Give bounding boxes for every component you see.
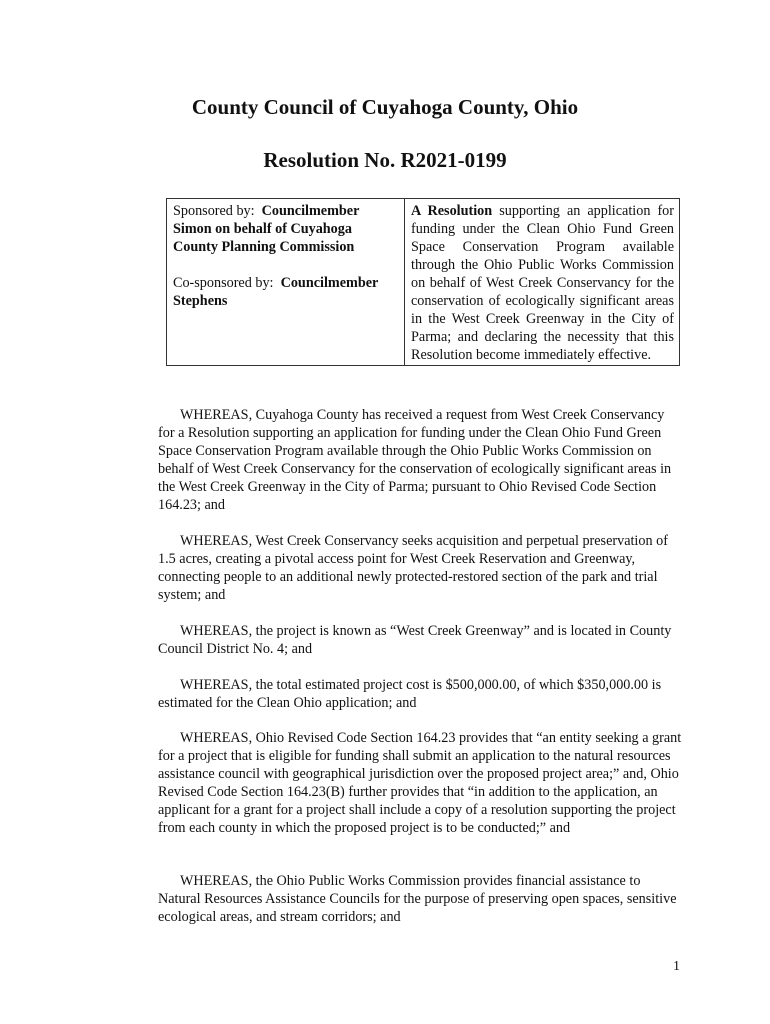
- whereas-paragraph: WHEREAS, the project is known as “West Creek Greenway” and is located in County Council District No. 4; and: [158, 623, 672, 657]
- cosponsored-by-label: Co-sponsored by:: [173, 275, 274, 291]
- council-title: County Council of Cuyahoga County, Ohio: [191, 95, 579, 119]
- sponsor-table: [166, 198, 680, 366]
- page-number: 1: [673, 959, 680, 974]
- whereas-paragraph: WHEREAS, Cuyahoga County has received a request from West Creek Conservancy for a Resolution supporting an application for funding under the Clean Ohio Fund Green Space Conservation Program available through the Ohio Public Works Commission on behalf of West Creek Conservancy for the conservation of ecologically significant areas in the West Creek Greenway in the City of Parma; pursuant to Ohio Revised Code Section 164.23; and: [158, 407, 672, 513]
- whereas-paragraph: WHEREAS, Ohio Revised Code Section 164.23 provides that “an entity seeking a grant for a project that is eligible for funding shall submit an application to the natural resources assistance council with geographical jurisdiction over the proposed project area;” and, Ohio Revised Code Section 164.23(B) further provides that “in addition to the application, an applicant for a grant for a project shall include a copy of a resolution supporting the project from each county in which the proposed project is to be conducted;” and: [158, 730, 682, 836]
- whereas-paragraph: WHEREAS, West Creek Conservancy seeks acquisition and perpetual preservation of 1.5 acres, creating a pivotal access point for West Creek Reservation and Greenway, connecting people to an additional newly protected-restored section of the park and trial system; and: [158, 533, 668, 603]
- resolution-lead: A Resolution: [411, 203, 493, 219]
- cosponsored-by: [173, 274, 399, 310]
- sponsored-by: [173, 202, 399, 256]
- resolution-summary-cell: [405, 199, 680, 366]
- whereas-paragraph: WHEREAS, the Ohio Public Works Commission provides financial assistance to Natural Resources Assistance Councils for the purpose of preserving open spaces, sensitive ecological areas, and stream corridors; and: [158, 873, 677, 925]
- sponsored-by-names: Councilmember Simon on behalf of Cuyahoga County Planning Commission: [173, 203, 360, 255]
- cosponsored-by-names: Councilmember Stephens: [173, 275, 379, 309]
- sponsored-by-label: Sponsored by:: [173, 203, 255, 219]
- resolution-summary: supporting an application for funding under the Clean Ohio Fund Green Space Conservation Program available through the Ohio Public Works Commission on behalf of West Creek Conservancy for the conservation of ecologically significant areas in the West Creek Greenway in the City of Parma; and declaring the necessity that this Resolution become immediately effective.: [411, 203, 674, 363]
- sponsor-cell: [167, 199, 405, 366]
- whereas-paragraph: WHEREAS, the total estimated project cost is $500,000.00, of which $350,000.00 is estimated for the Clean Ohio application; and: [158, 677, 662, 711]
- resolution-number: Resolution No. R2021-0199: [263, 148, 507, 172]
